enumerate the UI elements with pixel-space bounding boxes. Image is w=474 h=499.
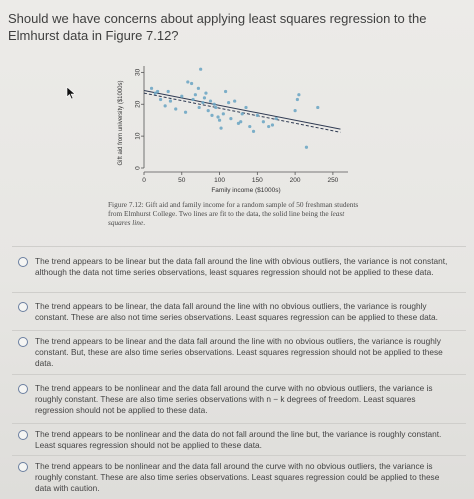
divider xyxy=(12,374,466,375)
data-point xyxy=(204,91,207,94)
x-axis-label: Family income ($1000s) xyxy=(211,187,281,194)
data-point xyxy=(194,93,197,96)
data-point xyxy=(210,114,213,117)
data-point xyxy=(184,111,187,114)
answer-option-5[interactable] xyxy=(18,429,448,451)
divider xyxy=(12,330,466,331)
data-point xyxy=(159,98,162,101)
data-point xyxy=(164,104,167,107)
caption-emphasis: least squares line xyxy=(108,209,345,227)
data-point xyxy=(192,98,195,101)
data-point xyxy=(219,127,222,130)
divider xyxy=(12,423,466,424)
data-point xyxy=(256,114,259,117)
caption-prefix: Figure 7.12: Gift aid and family income for a random sample of 50 freshman students from Elmhurst College. Two lines are fit to the data, the solid line being the xyxy=(108,200,359,218)
option-text-5: The trend appears to be nonlinear and the data do not fall around the line but, the variance is roughly constant. Least squares regression should not be applied to these data. xyxy=(35,429,442,450)
data-point xyxy=(190,82,193,85)
radio-button-1[interactable] xyxy=(18,257,28,267)
data-point xyxy=(229,117,232,120)
answer-option-2[interactable] xyxy=(18,301,448,323)
y-tick-label: 0 xyxy=(134,166,142,170)
data-point xyxy=(294,109,297,112)
x-tick-label: 50 xyxy=(178,177,186,184)
divider xyxy=(12,246,466,247)
data-point xyxy=(213,103,216,106)
data-point xyxy=(203,96,206,99)
option-text-4: The trend appears to be nonlinear and the data fall around the curve with no obvious outliers, the variance is roughly constant. These are also time series observations with n − k degrees of freedom. Least squares regression should not be applied to these data. xyxy=(35,383,433,415)
radio-button-2[interactable] xyxy=(18,302,28,312)
x-tick-label: 150 xyxy=(251,177,263,184)
data-point xyxy=(224,90,227,93)
figure-caption xyxy=(108,200,363,227)
x-tick-label: 200 xyxy=(289,177,301,184)
data-point xyxy=(305,146,308,149)
radio-button-4[interactable] xyxy=(18,384,28,394)
data-point xyxy=(198,106,201,109)
data-point xyxy=(167,90,170,93)
data-point xyxy=(233,99,236,102)
data-point xyxy=(267,125,270,128)
data-point xyxy=(275,117,278,120)
y-tick-label: 20 xyxy=(134,100,142,108)
data-point xyxy=(207,109,210,112)
x-tick-label: 0 xyxy=(142,177,146,184)
y-axis-label: Gift aid from university ($1000s) xyxy=(118,80,124,166)
chart-axes xyxy=(135,66,348,184)
divider xyxy=(12,292,466,293)
data-point xyxy=(150,87,153,90)
regression-lines xyxy=(144,91,340,133)
least-squares-line xyxy=(144,91,340,130)
answer-option-3[interactable] xyxy=(18,336,448,369)
data-point xyxy=(201,101,204,104)
data-point xyxy=(186,80,189,83)
data-point xyxy=(227,101,230,104)
data-point xyxy=(222,112,225,115)
question-text: Should we have concerns about applying least squares regression to the Elmhurst data in Figure 7.12? xyxy=(8,11,427,43)
data-point xyxy=(169,99,172,102)
caption-suffix: . xyxy=(143,218,146,227)
data-point xyxy=(252,130,255,133)
answer-option-1[interactable] xyxy=(18,256,448,278)
data-point xyxy=(244,106,247,109)
option-text-6: The trend appears to be nonlinear and the data fall around the curve with no obvious outliers, the variance is roughly constant. These are also time series observations. Least squares regression could be applied to these data with caution. xyxy=(35,461,440,493)
data-point xyxy=(296,98,299,101)
scatter-chart xyxy=(108,58,378,200)
option-text-1: The trend appears to be linear but the data fall around the line with obvious outliers, the variance is not constant, although the data not time series observations, least squares regression should not be applied to these data. xyxy=(35,256,448,277)
data-point xyxy=(214,106,217,109)
answer-option-4[interactable] xyxy=(18,383,448,416)
data-point xyxy=(199,68,202,71)
radio-button-3[interactable] xyxy=(18,337,28,347)
data-point xyxy=(216,115,219,118)
option-text-2: The trend appears to be linear, the data fall around the line with no obvious outliers, the variance is roughly constant. These are also not time series observations. Least squares regression can be applied to these data. xyxy=(35,301,438,322)
answer-option-6[interactable] xyxy=(18,461,448,494)
data-point xyxy=(239,120,242,123)
divider xyxy=(12,455,466,456)
y-tick-label: 10 xyxy=(134,132,142,140)
x-tick-label: 100 xyxy=(214,177,225,184)
data-point xyxy=(271,123,274,126)
data-point xyxy=(297,93,300,96)
data-point xyxy=(209,99,212,102)
x-tick-label: 250 xyxy=(327,177,339,184)
data-point xyxy=(156,90,159,93)
radio-button-6[interactable] xyxy=(18,462,28,472)
data-point xyxy=(197,87,200,90)
data-point xyxy=(218,119,221,122)
y-tick-label: 30 xyxy=(134,68,142,76)
data-point xyxy=(180,95,183,98)
data-point xyxy=(316,106,319,109)
data-point xyxy=(174,107,177,110)
option-text-3: The trend appears to be linear and the data fall around the line with no obvious outliers, the variance is roughly constant. But, these are also time series observations. Least squares regression should not be applied to these data. xyxy=(35,336,443,368)
data-point xyxy=(248,125,251,128)
radio-button-5[interactable] xyxy=(18,430,28,440)
data-point xyxy=(241,112,244,115)
data-point xyxy=(262,120,265,123)
